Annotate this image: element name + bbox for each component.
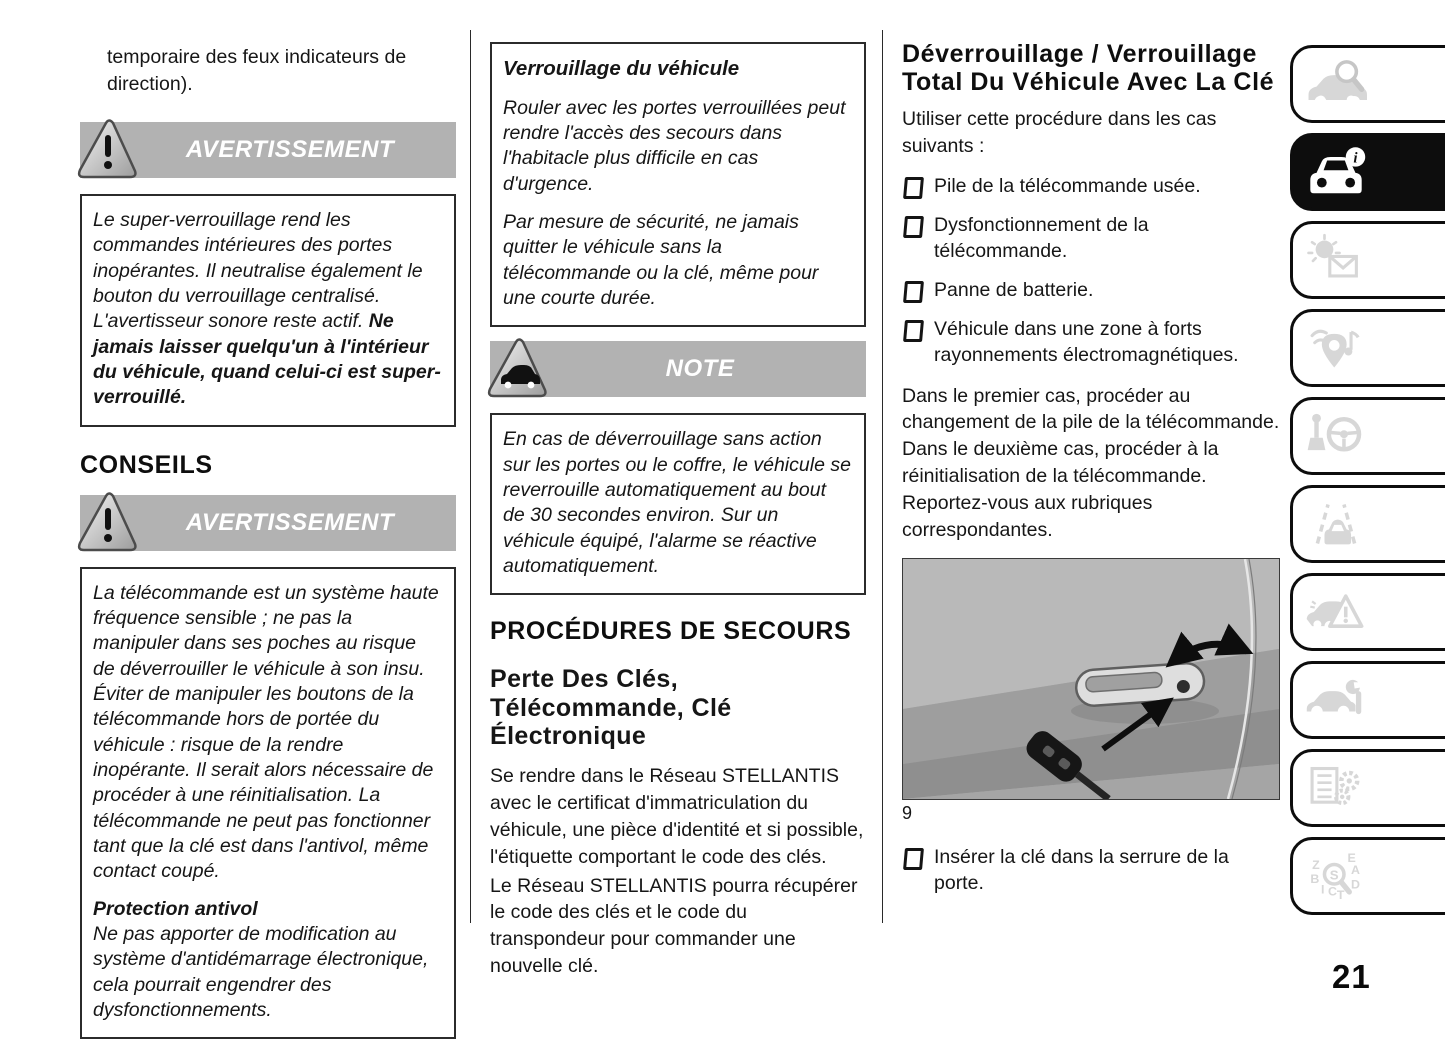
key-loss-paragraph-1: Se rendre dans le Réseau STELLANTIS avec le certificat d'immatriculation du véhicule, une pièce d'identité et si possible, l'étiquette comportant le code des clés. [490,764,864,868]
warning-triangle-icon [73,488,143,558]
box-paragraph: Rouler avec les portes verrouillées peut rendre l'accès des secours dans l'habitacle plus difficile en cas d'urgence. [503,96,846,195]
sidebar-tab-warning-lights[interactable] [1290,221,1445,299]
warning-label: AVERTISSEMENT [185,508,395,536]
antitheft-body: Ne pas apporter de modification au système d'antidémarrage électronique, cela pourrait engendrer des dysfonctionnements. [93,923,429,1022]
square-bullet-icon [903,177,924,199]
list-item-text: Insérer la clé dans la serrure de la porte. [934,846,1229,895]
warning-header-bar [80,122,456,178]
svg-text:i: i [1353,150,1358,167]
list-item [902,173,1280,199]
right-column [902,30,1280,896]
emergency-procedures-heading: PROCÉDURES DE SECOURS [490,617,852,646]
warning-body-bold: Ne jamais laisser quelqu'un à l'intérieur du véhicule, quand celui-ci est super-verrouillé. [93,310,441,409]
section-tab-sidebar [1290,0,1445,1018]
conseils-heading: CONSEILS [80,450,213,479]
sidebar-tab-technical-data[interactable] [1290,749,1445,827]
warning-label: AVERTISSEMENT [185,135,395,163]
list-item-text: Dysfonctionnement de la télécommande. [934,213,1149,263]
square-bullet-icon [903,848,924,870]
car-service-wrench-icon [1305,671,1367,729]
list-item [902,277,1280,303]
svg-text:T: T [1336,888,1345,903]
box-paragraph: Par mesure de sécurité, ne jamais quitter le véhicule sans la télécommande ou la clé, même pour une courte durée. [503,211,819,310]
antitheft-subtitle: Protection antivol [93,897,258,920]
square-bullet-icon [903,216,924,238]
sidebar-tab-driving-assistance[interactable] [1290,485,1445,563]
note-body: En cas de déverrouillage sans action sur les portes ou le coffre, le véhicule se reverrouille automatiquement au bout de 30 secondes environ. Sur un véhicule équipé, l'alarme se réactive automatiquement. [503,428,851,578]
sidebar-tab-emergency[interactable] [1290,573,1445,651]
svg-text:C: C [1328,884,1337,899]
note-text-box [490,413,866,595]
column-divider [470,30,471,923]
sidebar-tab-index[interactable] [1290,837,1445,915]
alphabetical-index-icon [1305,847,1367,905]
box-title: Verrouillage du véhicule [503,57,740,80]
svg-text:I: I [1320,882,1325,897]
sidebar-tab-multimedia[interactable] [1290,309,1445,387]
procedure-intro: Utiliser cette procédure dans les cas suivants : [902,108,1217,157]
warning-header-bar-2 [80,495,456,551]
car-info-icon [1305,143,1367,201]
advice-text-box [80,567,456,1039]
svg-text:Z: Z [1312,857,1320,872]
technical-data-icon [1305,759,1367,817]
note-label: NOTE [665,355,735,383]
column-divider [882,30,883,923]
page-number: 21 [1332,958,1371,995]
note-header-bar [490,341,866,397]
warning-body-text: Le super-verrouillage rend les commandes intérieures des portes inopérantes. Il neutralise également le bouton du verrouillage centralisé. L'avertisseur sonore reste actif. [93,208,423,333]
driving-assistance-icon [1305,495,1367,553]
sidebar-tab-knowing-vehicle[interactable] [1290,133,1445,211]
warning-text-box [80,194,456,427]
square-bullet-icon [903,281,924,303]
svg-text:A: A [1351,863,1361,878]
cases-paragraph: Dans le premier cas, procéder au changement de la pile de la télécommande. Dans le deuxième cas, procéder à la réinitialisation de la télécommande. Reportez-vous aux rubriques correspondantes. [902,384,1280,542]
middle-column [490,30,866,980]
warning-body [93,208,443,411]
svg-text:E: E [1347,850,1356,865]
key-loss-paragraph-2: Le Réseau STELLANTIS pourra récupérer le code des clés et le code du transpondeur pour commander une nouvelle clé. [490,874,858,978]
list-item-text: Véhicule dans une zone à forts rayonnements électromagnétiques. [934,318,1239,367]
sidebar-tab-overview[interactable] [1290,45,1445,123]
car-search-icon [1305,55,1367,113]
warning-lights-message-icon [1305,231,1367,289]
note-triangle-car-icon [483,334,553,404]
multimedia-navigation-icon [1305,319,1367,377]
emergency-triangle-icon [1305,583,1367,641]
square-bullet-icon [903,320,924,342]
continuation-paragraph: temporaire des feux indicateurs de direction). [107,46,407,95]
advice-body: La télécommande est un système haute fréquence sensible ; ne pas la manipuler dans ses poches au risque de déverrouiller le véhicule à son insu. Éviter de manipuler les boutons de la télécommande hors de portée du véhicule : risque de la rendre inopérante. Il serait alors nécessaire de procéder à une réinitialisation. La télécommande ne peut pas fonctionner tant que la clé est dans l'antivol, même contact coupé. [93,581,439,883]
list-item-text: Pile de la télécommande usée. [934,174,1201,197]
vehicle-locking-box [490,42,866,327]
list-item-text: Panne de batterie. [934,279,1094,302]
list-item [902,212,1280,264]
door-handle-key-illustration [903,559,1279,799]
figure-number: 9 [902,803,913,823]
door-key-figure [902,558,1280,800]
svg-text:S: S [1329,867,1339,883]
list-item [902,316,1280,368]
unlock-lock-heading: Déverrouillage / Verrouillage Total Du Véhicule Avec La Clé [902,40,1275,96]
sidebar-tab-servicing[interactable] [1290,661,1445,739]
warning-triangle-icon [73,115,143,185]
gearshift-steering-icon [1305,407,1367,465]
key-loss-heading: Perte Des Clés, Télécommande, Clé Électronique [490,665,732,751]
svg-text:B: B [1310,872,1320,887]
left-column [80,30,456,1039]
list-item [902,844,1280,896]
svg-text:D: D [1351,877,1361,892]
sidebar-tab-starting-driving[interactable] [1290,397,1445,475]
